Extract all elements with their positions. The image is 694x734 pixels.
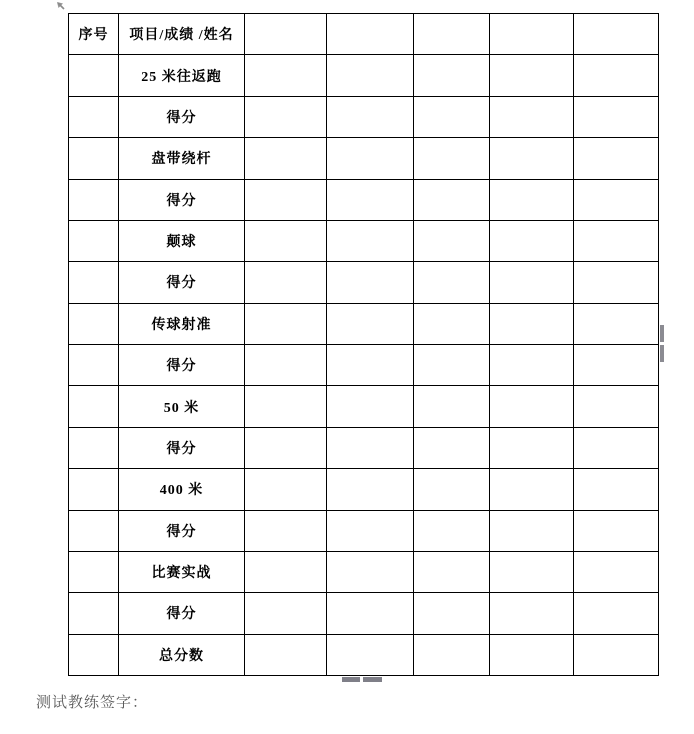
- no-cell[interactable]: [69, 55, 119, 96]
- table-handle-icon[interactable]: [55, 1, 69, 15]
- score-entry-cell[interactable]: [245, 179, 327, 220]
- score-entry-cell[interactable]: [327, 427, 414, 468]
- item-label-cell[interactable]: 400 米: [119, 469, 245, 510]
- score-entry-cell[interactable]: [574, 510, 659, 551]
- score-entry-cell[interactable]: [245, 14, 327, 55]
- score-entry-cell[interactable]: [574, 220, 659, 261]
- score-entry-cell[interactable]: [574, 179, 659, 220]
- table-row: [69, 510, 659, 551]
- score-entry-cell[interactable]: [245, 303, 327, 344]
- no-cell[interactable]: [69, 634, 119, 675]
- score-entry-cell[interactable]: [490, 634, 574, 675]
- score-entry-cell[interactable]: [574, 138, 659, 179]
- item-label-cell[interactable]: 得分: [119, 262, 245, 303]
- score-entry-cell[interactable]: [574, 386, 659, 427]
- header-label-cell[interactable]: 项目/成绩 /姓名: [119, 14, 245, 55]
- table-row: [69, 345, 659, 386]
- item-label-cell[interactable]: 25 米往返跑: [119, 55, 245, 96]
- table-row: [69, 138, 659, 179]
- score-entry-cell[interactable]: [490, 510, 574, 551]
- score-entry-cell[interactable]: [245, 510, 327, 551]
- table-row: [69, 55, 659, 96]
- no-cell[interactable]: [69, 510, 119, 551]
- item-label-cell[interactable]: 得分: [119, 179, 245, 220]
- no-cell[interactable]: [69, 345, 119, 386]
- item-label-cell[interactable]: 总分数: [119, 634, 245, 675]
- score-entry-cell[interactable]: [245, 55, 327, 96]
- score-table: [68, 13, 659, 676]
- score-entry-cell[interactable]: [245, 469, 327, 510]
- score-entry-cell[interactable]: [245, 593, 327, 634]
- score-entry-cell[interactable]: [574, 551, 659, 592]
- no-cell[interactable]: [69, 593, 119, 634]
- score-entry-cell[interactable]: [245, 551, 327, 592]
- table-row: [69, 179, 659, 220]
- score-entry-cell[interactable]: [574, 14, 659, 55]
- table-row: [69, 427, 659, 468]
- score-entry-cell[interactable]: [414, 96, 490, 137]
- score-entry-cell[interactable]: [574, 303, 659, 344]
- score-entry-cell[interactable]: [327, 551, 414, 592]
- score-entry-cell[interactable]: [245, 220, 327, 261]
- score-entry-cell[interactable]: [414, 634, 490, 675]
- score-entry-cell[interactable]: [327, 593, 414, 634]
- score-entry-cell[interactable]: [245, 138, 327, 179]
- score-entry-cell[interactable]: [574, 427, 659, 468]
- score-entry-cell[interactable]: [490, 179, 574, 220]
- score-entry-cell[interactable]: [327, 469, 414, 510]
- table-row: [69, 551, 659, 592]
- table-row: [69, 96, 659, 137]
- item-label-cell[interactable]: 得分: [119, 593, 245, 634]
- score-entry-cell[interactable]: [490, 138, 574, 179]
- no-cell[interactable]: [69, 138, 119, 179]
- score-entry-cell[interactable]: [490, 220, 574, 261]
- no-cell[interactable]: [69, 179, 119, 220]
- table-row: [69, 634, 659, 675]
- score-entry-cell[interactable]: [327, 634, 414, 675]
- table-row: [69, 386, 659, 427]
- score-entry-cell[interactable]: [490, 386, 574, 427]
- score-entry-cell[interactable]: [574, 345, 659, 386]
- score-entry-cell[interactable]: [414, 303, 490, 344]
- item-label-cell[interactable]: 传球射准: [119, 303, 245, 344]
- score-entry-cell[interactable]: [574, 593, 659, 634]
- score-entry-cell[interactable]: [327, 55, 414, 96]
- table-row: [69, 593, 659, 634]
- vertical-scrollbar-thumb[interactable]: [660, 325, 664, 342]
- no-cell[interactable]: [69, 386, 119, 427]
- score-entry-cell[interactable]: [574, 262, 659, 303]
- score-entry-cell[interactable]: [245, 427, 327, 468]
- no-cell[interactable]: [69, 96, 119, 137]
- score-entry-cell[interactable]: [574, 55, 659, 96]
- no-cell[interactable]: [69, 427, 119, 468]
- score-entry-cell[interactable]: [490, 262, 574, 303]
- score-entry-cell[interactable]: [414, 262, 490, 303]
- table-row: [69, 303, 659, 344]
- score-entry-cell[interactable]: [490, 345, 574, 386]
- item-label-cell[interactable]: 颠球: [119, 220, 245, 261]
- table-row: [69, 469, 659, 510]
- item-label-cell[interactable]: 得分: [119, 510, 245, 551]
- score-entry-cell[interactable]: [490, 469, 574, 510]
- score-entry-cell[interactable]: [574, 96, 659, 137]
- score-entry-cell[interactable]: [327, 179, 414, 220]
- score-entry-cell[interactable]: [327, 138, 414, 179]
- no-cell[interactable]: [69, 220, 119, 261]
- score-entry-cell[interactable]: [327, 386, 414, 427]
- score-entry-cell[interactable]: [414, 510, 490, 551]
- score-entry-cell[interactable]: [414, 138, 490, 179]
- item-label-cell[interactable]: 盘带绕杆: [119, 138, 245, 179]
- item-label-cell[interactable]: 比赛实战: [119, 551, 245, 592]
- score-entry-cell[interactable]: [490, 427, 574, 468]
- score-entry-cell[interactable]: [414, 593, 490, 634]
- score-entry-cell[interactable]: [245, 345, 327, 386]
- no-cell[interactable]: [69, 551, 119, 592]
- item-label-cell[interactable]: 得分: [119, 96, 245, 137]
- signature-label: 测试教练签字：: [36, 694, 149, 711]
- score-entry-cell[interactable]: [414, 469, 490, 510]
- score-entry-cell[interactable]: [490, 96, 574, 137]
- score-entry-cell[interactable]: [414, 220, 490, 261]
- score-entry-cell[interactable]: [574, 469, 659, 510]
- score-entry-cell[interactable]: [327, 303, 414, 344]
- score-entry-cell[interactable]: [490, 14, 574, 55]
- no-cell[interactable]: [69, 262, 119, 303]
- score-entry-cell[interactable]: [490, 593, 574, 634]
- score-entry-cell[interactable]: [245, 386, 327, 427]
- score-entry-cell[interactable]: [414, 427, 490, 468]
- score-entry-cell[interactable]: [414, 386, 490, 427]
- score-entry-cell[interactable]: [327, 510, 414, 551]
- item-label-cell[interactable]: 50 米: [119, 386, 245, 427]
- score-entry-cell[interactable]: [490, 55, 574, 96]
- item-label-cell[interactable]: 得分: [119, 345, 245, 386]
- score-entry-cell[interactable]: [327, 14, 414, 55]
- score-entry-cell[interactable]: [414, 345, 490, 386]
- score-entry-cell[interactable]: [574, 634, 659, 675]
- no-cell[interactable]: [69, 303, 119, 344]
- score-entry-cell[interactable]: [490, 551, 574, 592]
- horizontal-scrollbar-thumb[interactable]: [363, 677, 382, 682]
- table-row: [69, 220, 659, 261]
- table-row: [69, 262, 659, 303]
- score-entry-cell[interactable]: [245, 262, 327, 303]
- item-label-cell[interactable]: 得分: [119, 427, 245, 468]
- score-entry-cell[interactable]: [490, 303, 574, 344]
- horizontal-scrollbar-thumb[interactable]: [342, 677, 360, 682]
- header-no-cell[interactable]: 序号: [69, 14, 119, 55]
- score-entry-cell[interactable]: [245, 96, 327, 137]
- score-entry-cell[interactable]: [327, 96, 414, 137]
- score-entry-cell[interactable]: [414, 179, 490, 220]
- score-table-body: [69, 14, 659, 676]
- no-cell[interactable]: [69, 469, 119, 510]
- score-entry-cell[interactable]: [414, 551, 490, 592]
- score-entry-cell[interactable]: [327, 345, 414, 386]
- score-entry-cell[interactable]: [414, 14, 490, 55]
- score-entry-cell[interactable]: [327, 262, 414, 303]
- score-entry-cell[interactable]: [245, 634, 327, 675]
- score-entry-cell[interactable]: [327, 220, 414, 261]
- score-entry-cell[interactable]: [414, 55, 490, 96]
- table-row: [69, 14, 659, 55]
- vertical-scrollbar-thumb[interactable]: [660, 345, 664, 362]
